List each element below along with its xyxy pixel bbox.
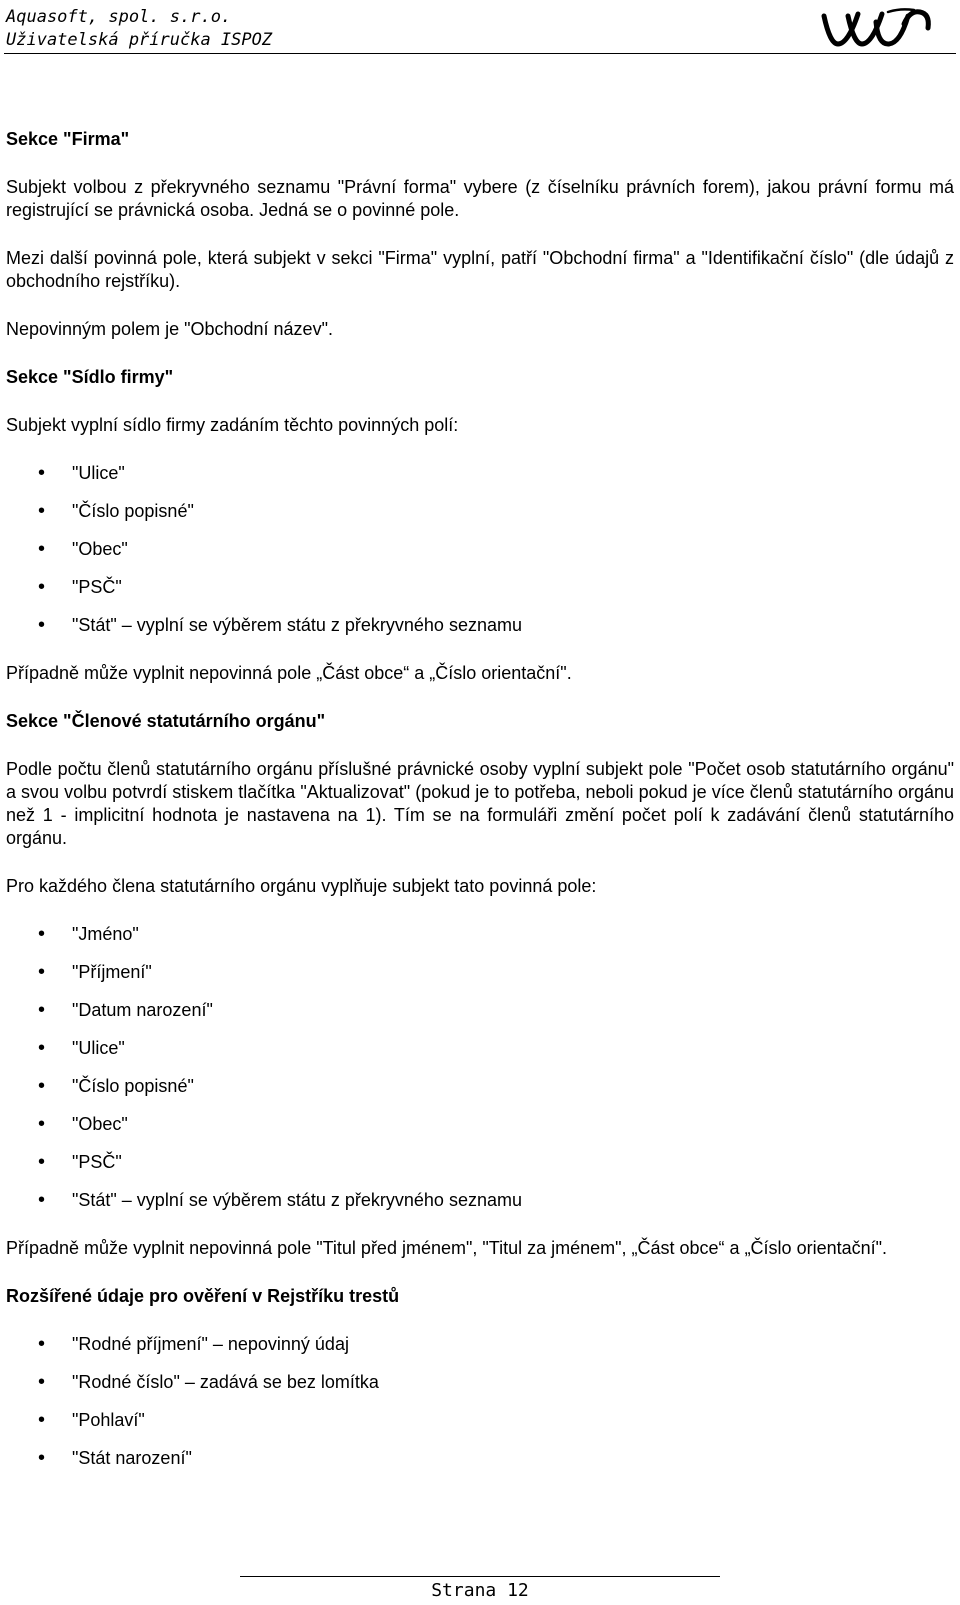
list-item: • "Ulice" [6,462,954,485]
header-text [6,6,272,52]
paragraph: Pro každého člena statutárního orgánu vyplňuje subjekt tato povinná pole: [6,876,597,896]
document-title: Uživatelská příručka ISPOZ [6,30,273,50]
aquasoft-logo-icon [818,4,938,52]
list-item: • "Číslo popisné" [6,1075,954,1098]
section-firma [6,128,954,341]
document-body [6,128,954,1495]
paragraph: Subjekt vyplní sídlo firmy zadáním těchto povinných polí: [6,415,459,435]
list-item: • "Rodné příjmení" – nepovinný údaj [6,1333,954,1356]
list-item: • "PSČ" [6,1151,954,1174]
paragraph: Případně může vyplnit nepovinná pole "Titul před jménem", "Titul za jménem", „Část obce“ a „Číslo orientační". [6,1238,888,1258]
paragraph: Mezi další povinná pole, která subjekt v sekci "Firma" vyplní, patří "Obchodní firma" a "Identifikační číslo" (dle údajů z obchodního rejstříku). [6,248,954,291]
list-item: • "Ulice" [6,1037,954,1060]
page-footer [0,1576,960,1605]
bullet-list [6,923,954,1212]
list-item: • "Rodné číslo" – zadává se bez lomítka [6,1371,954,1394]
section-heading: Sekce "Firma" [6,129,130,149]
company-name: Aquasoft, spol. s.r.o. [6,7,232,27]
section-heading: Rozšířené údaje pro ověření v Rejstříku trestů [6,1286,400,1306]
paragraph: Případně může vyplnit nepovinná pole „Část obce“ a „Číslo orientační". [6,663,572,683]
section-heading: Sekce "Členové statutárního orgánu" [6,711,326,731]
paragraph: Nepovinným polem je "Obchodní název". [6,319,333,339]
paragraph: Subjekt volbou z překryvného seznamu "Právní forma" vybere (z číselníku právních forem), jakou právní formu má registrující se právnická osoba. Jedná se o povinné pole. [6,177,954,220]
header-divider [4,53,956,54]
section-rejstrik-trestu [6,1285,954,1470]
list-item: • "Obec" [6,1113,954,1136]
bullet-list [6,1333,954,1470]
list-item: • "Stát narození" [6,1447,954,1470]
section-clenove-statutarniho-organu [6,710,954,1260]
list-item: • "Pohlaví" [6,1409,954,1432]
list-item: • "Příjmení" [6,961,954,984]
list-item: • "Jméno" [6,923,954,946]
list-item: • "Obec" [6,538,954,561]
section-heading: Sekce "Sídlo firmy" [6,367,174,387]
list-item: • "Stát" – vyplní se výběrem státu z překryvného seznamu [6,614,954,637]
list-item: • "PSČ" [6,576,954,599]
list-item: • "Stát" – vyplní se výběrem státu z překryvného seznamu [6,1189,954,1212]
page-number: Strana 12 [431,1580,529,1601]
list-item: • "Datum narození" [6,999,954,1022]
page-header [0,0,960,56]
paragraph: Podle počtu členů statutárního orgánu příslušné právnické osoby vyplní subjekt pole "Počet osob statutárního orgánu" a svou volbu potvrdí stiskem tlačítka "Aktualizovat" (pokud je to potřeba, neboli pokud je více členů statutárního orgánu než 1 - implicitní hodnota je nastavena na 1). Tím se na formuláři změní počet polí k zadávání členů statutárního orgánu. [6,759,954,848]
bullet-list [6,462,954,637]
footer-divider [240,1576,720,1577]
section-sidlo-firmy [6,366,954,685]
list-item: • "Číslo popisné" [6,500,954,523]
